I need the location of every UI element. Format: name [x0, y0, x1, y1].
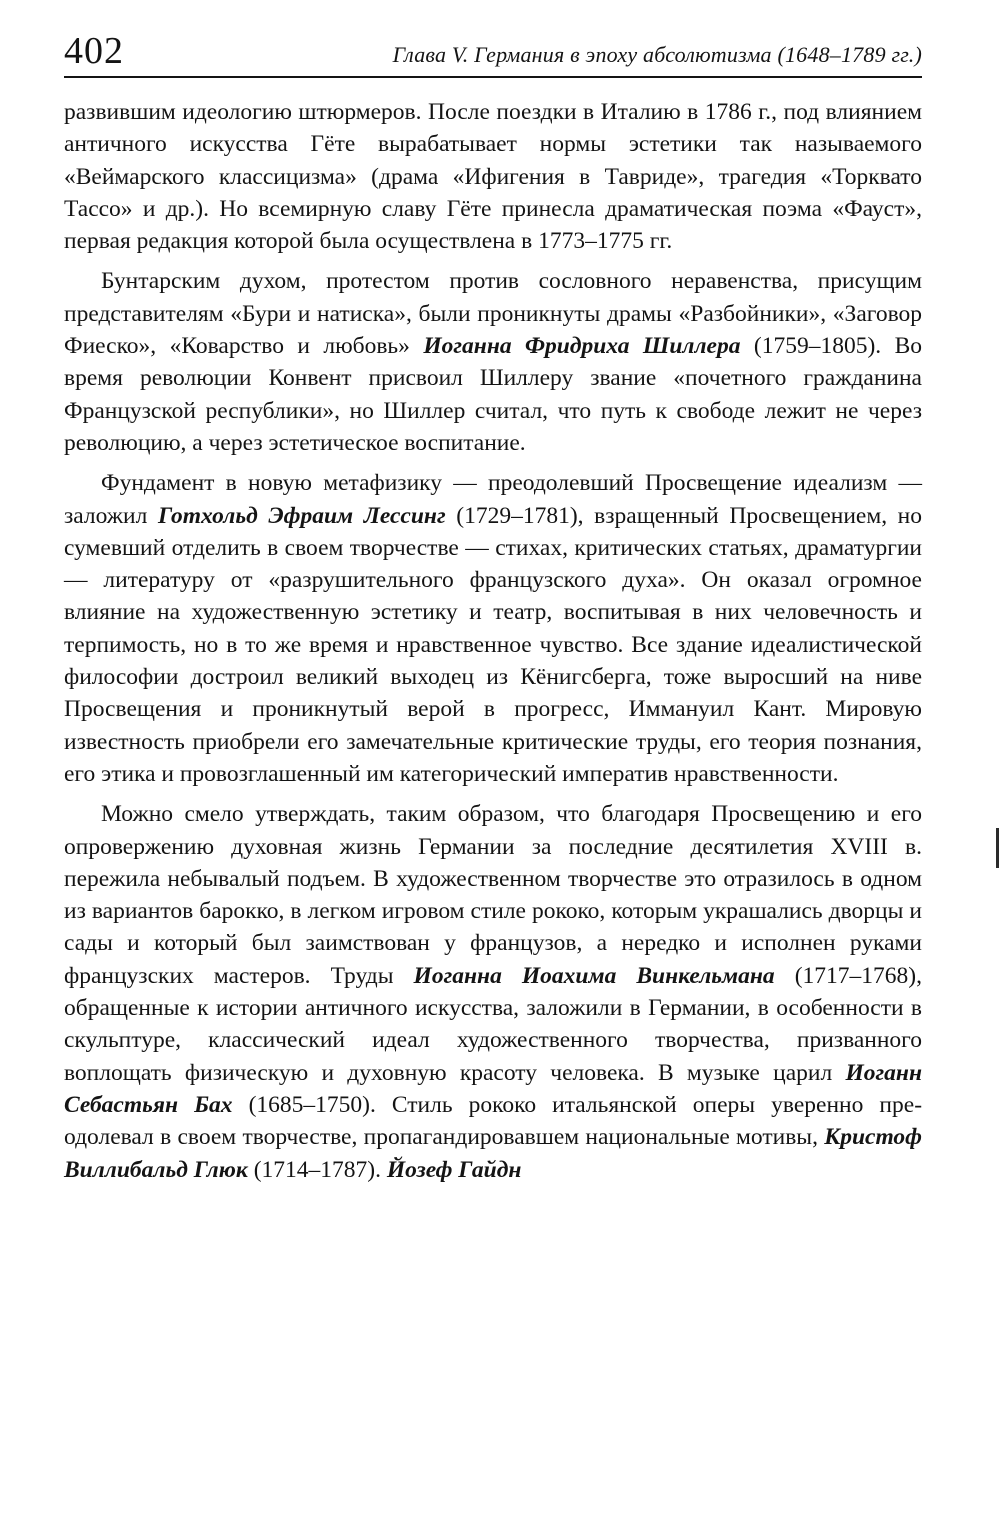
chapter-title: Глава V. Германия в эпоху абсолютизма (1648–1789 гг.) [392, 42, 922, 67]
person-name-schiller: Иоганна Фридриха Шиллера [423, 333, 741, 360]
paragraph-2 [64, 265, 922, 459]
body-text [64, 96, 922, 1186]
paragraph-3 [64, 467, 922, 790]
person-name-lessing: Готхольд Эфраим Лессинг [157, 502, 446, 529]
page-number: 402 [64, 30, 124, 72]
person-name-winckelmann: Иоганна Иоахима Винкельмана [413, 962, 775, 989]
text-segment: (1717–1768), обращенные к истории античного искусства, заложили в Германии, в особенности в скульптуре, классический идеал художественного творчества, призванного воплощать физическую и духовную красоту человека. В музыке царил [64, 962, 922, 1086]
text-segment: (1714–1787). [247, 1156, 387, 1183]
paragraph-4 [64, 798, 922, 1186]
text-segment: Бунтарским духом, протестом против сословного неравенства, присущим представителям «Бури и натиска», были проникнуты драмы «Разбойники», «Заговор Фиеско», «Коварство и любовь» [64, 268, 922, 360]
person-name-haydn: Йозеф Гайдн [386, 1156, 522, 1183]
text-segment: (1729–1781), взращенный Просвещением, но сумевший отделить в своем творчестве — стихах, критических статьях, драматургии — литературу от «разрушительного французского духа». Он оказал огромное влияние на художественную эстетику и театр, воспитывая в них человечность и терпимость, но в то же время и нравственное чувство. Все здание идеалистической философии достроил великий выходец из Кёнигсберга, тоже выросший на ниве Просвещения и проникнутый верой в прогресс, Иммануил Кант. Мировую известность приобрели его замечательные критические труды, его теория познания, его этика и провозглашенный им категорический императив нравственности. [64, 502, 923, 787]
text-segment: Можно смело утверждать, таким образом, что благодаря Просвещению и его опровержению духовная жизнь Германии за последние десятилетия XVIII в. пережила небывалый подъем. В художественном творчестве это отразилось в одном из вариантов барокко, в легком игровом стиле рококо, которым украшались дворцы и сады и который был заимствован у французов, а нередко и исполнен руками французских мастеров. Труды [64, 801, 922, 989]
text-segment: (1685–1750). Стиль рококо итальянской оперы уверенно преодолевал в своем творчестве, пропагандировавшем национальные мотивы, [64, 1091, 923, 1151]
running-head [64, 28, 922, 78]
person-name-gluck: Кристоф Виллибальд Глюк [64, 1124, 922, 1183]
person-name-bach: Иоганн Себастьян Бах [64, 1059, 922, 1118]
text-segment: развившим идеологию штюрмеров. После поездки в Италию в 1786 г., под влиянием античного искусства Гёте вырабатывает нормы эстетики так называемого «Веймарского классицизма» (драма «Ифигения в Тавриде», трагедия «Торквато Тассо» и др.). Но всемирную славу Гёте принесла драматическая поэма «Фауст», первая редакция которой была осуществлена в 1773–1775 гг. [64, 99, 922, 255]
text-segment: Фундамент в новую метафизику — преодолевший Просвещение идеализм — заложил [64, 470, 922, 529]
paragraph-1 [64, 96, 922, 257]
text-segment: (1759–1805). Во время революции Конвент присвоил Шиллеру звание «почетного гражданина Французской республики», но Шиллер считал, что путь к свободе лежит не через революцию, а через эстетическое воспитание. [64, 333, 923, 456]
scan-edge-mark [996, 828, 999, 868]
book-page [64, 28, 922, 1186]
header-rule [64, 76, 922, 78]
